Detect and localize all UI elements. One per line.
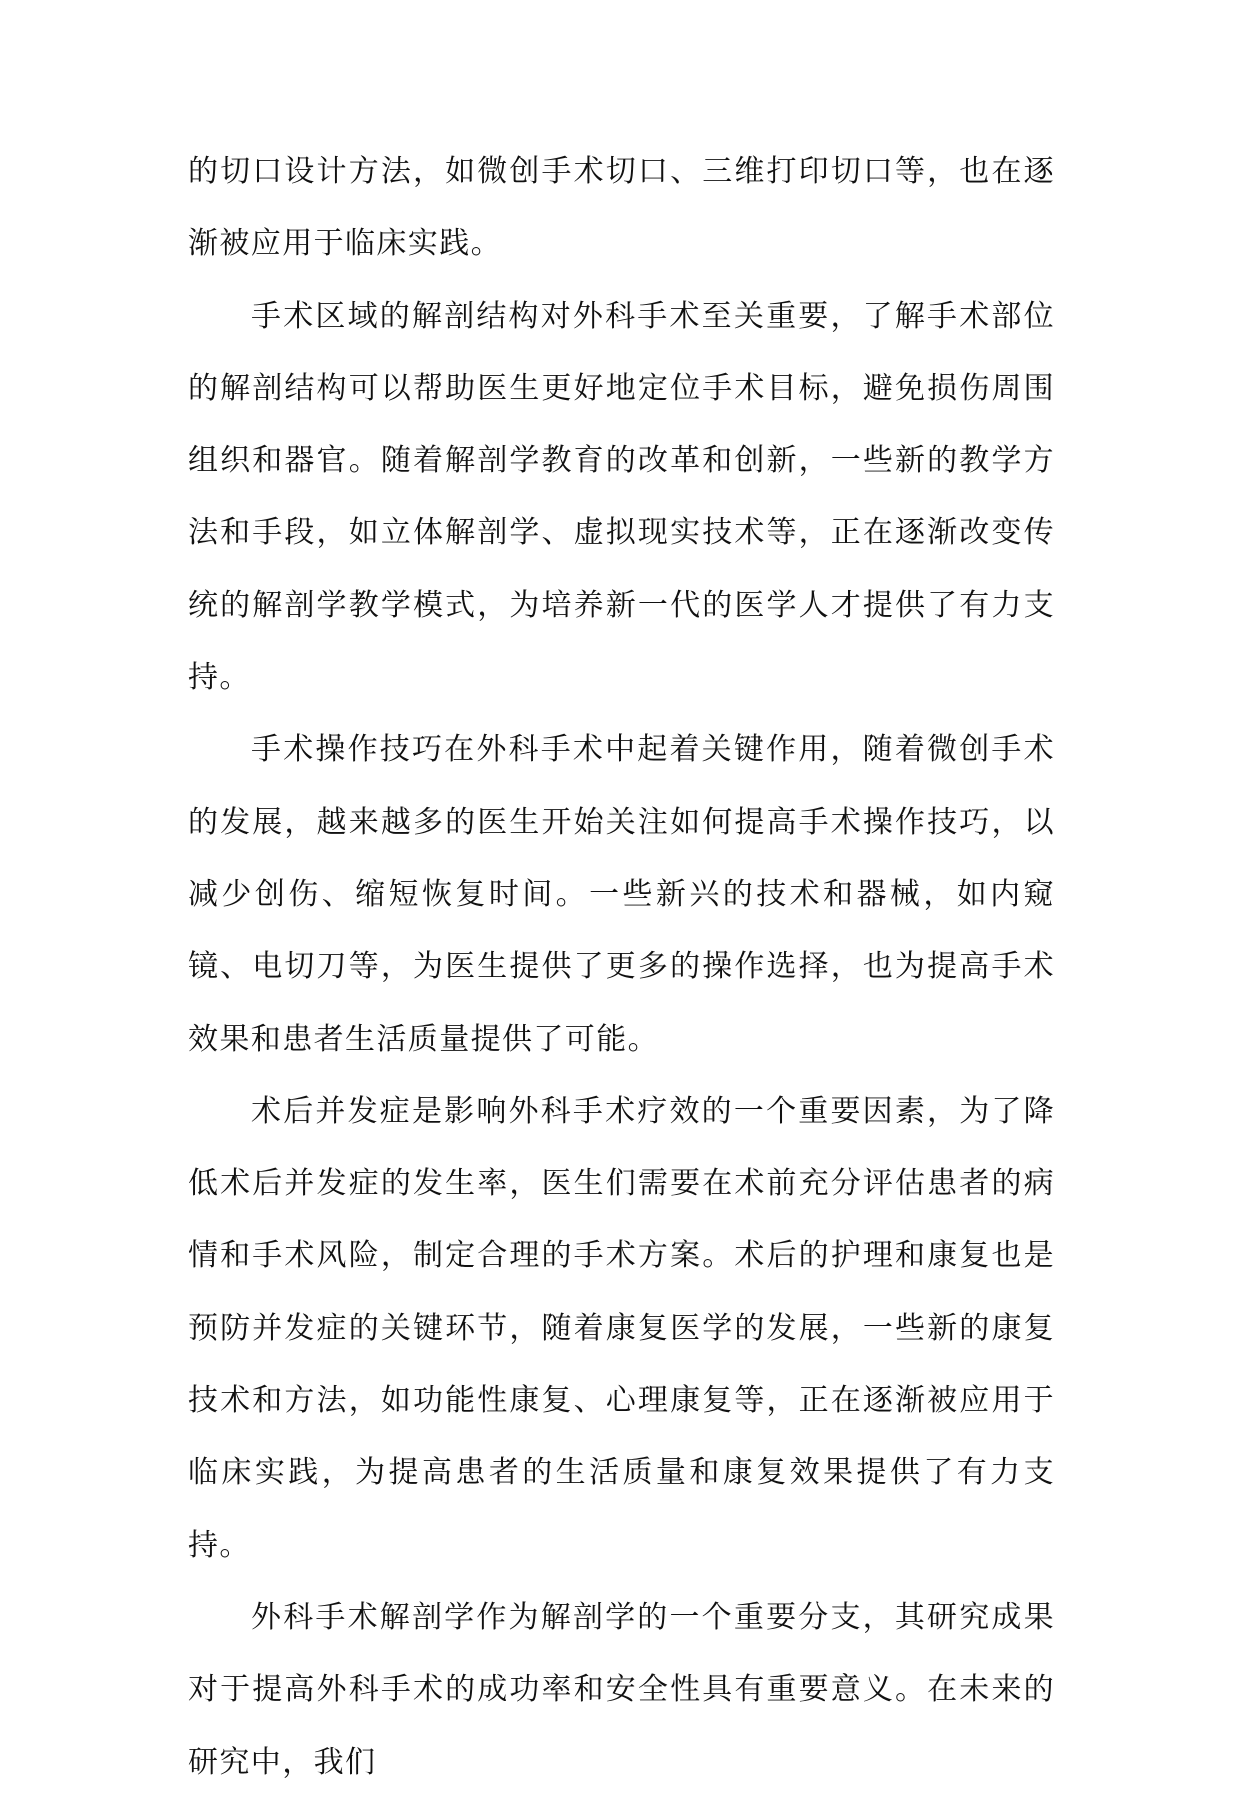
paragraph-conclusion: 外科手术解剖学作为解剖学的一个重要分支，其研究成果对于提高外科手术的成功率和安全性具有重要意义。在未来的研究中，我们 (188, 1599, 1055, 1780)
paragraph-complications: 术后并发症是影响外科手术疗效的一个重要因素，为了降低术后并发症的发生率，医生们需要在术前充分评估患者的病情和手术风险，制定合理的手术方案。术后的护理和康复也是预防并发症的关键环节，随着康复医学的发展，一些新的康复技术和方法，如功能性康复、心理康复等，正在逐渐被应用于临床实践，为提高患者的生活质量和康复效果提供了有力支持。 (188, 1093, 1055, 1563)
paragraph-technique: 手术操作技巧在外科手术中起着关键作用，随着微创手术的发展，越来越多的医生开始关注如何提高手术操作技巧，以减少创伤、缩短恢复时间。一些新兴的技术和器械，如内窥镜、电切刀等，为医生提供了更多的操作选择，也为提高手术效果和患者生活质量提供了可能。 (188, 732, 1055, 1057)
paragraph-anatomy: 手术区域的解剖结构对外科手术至关重要，了解手术部位的解剖结构可以帮助医生更好地定位手术目标，避免损伤周围组织和器官。随着解剖学教育的改革和创新，一些新的教学方法和手段，如立体解剖学、虚拟现实技术等，正在逐渐改变传统的解剖学教学模式，为培养新一代的医学人才提供了有力支持。 (188, 298, 1055, 696)
document-body (188, 136, 1055, 1799)
paragraph-continuation: 的切口设计方法，如微创手术切口、三维打印切口等，也在逐渐被应用于临床实践。 (188, 154, 1055, 262)
